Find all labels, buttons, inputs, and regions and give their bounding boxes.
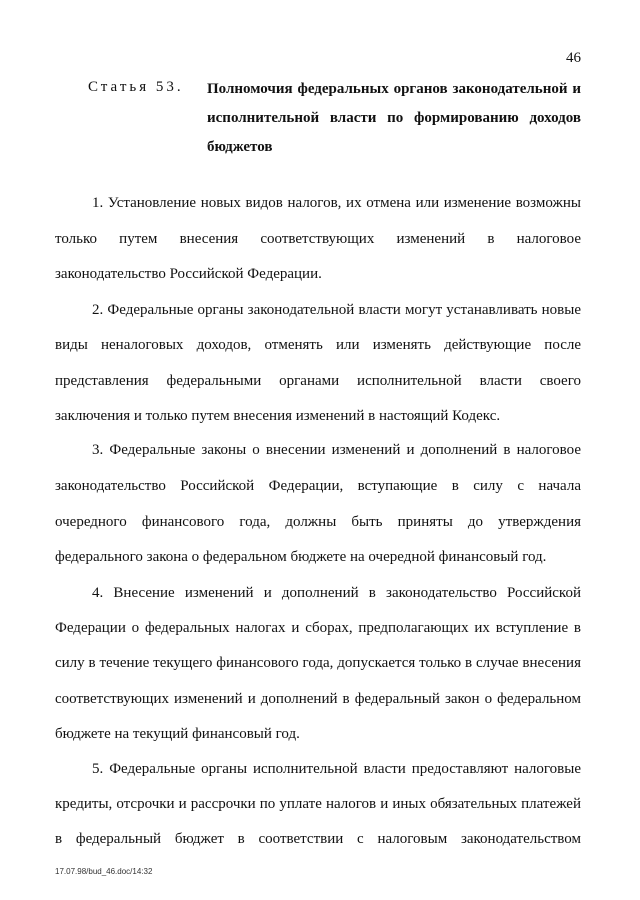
body-line: федерального закона о федеральном бюджете на очередной финансовый год. [55,549,547,565]
article-title-line: исполнительной власти по формированию доходов [207,110,581,126]
body-line: 4. Внесение изменений и дополнений в законодательство Российской [92,585,581,601]
body-line: заключения и только путем внесения изменений в настоящий Кодекс. [55,408,501,424]
article-title-line: Полномочия федеральных органов законодательной и [207,81,581,97]
body-line: законодательство Российской Федерации, вступающие в силу с начала [55,478,581,494]
body-line: 5. Федеральные органы исполнительной власти предоставляют налоговые [92,761,581,777]
body-line: законодательство Российской Федерации. [55,266,322,282]
footer: 17.07.98/bud_46.doc/14:32 [55,867,153,876]
body-line: 2. Федеральные органы законодательной власти могут устанавливать новые [92,302,581,318]
body-line: 3. Федеральные законы о внесении изменений и дополнений в налоговое [92,442,581,458]
body-line: представления федеральными органами исполнительной власти своего [55,373,581,389]
body-line: только путем внесения соответствующих изменений в налоговое [55,231,581,247]
article-label: Статья 53. [88,79,184,95]
body-line: в федеральный бюджет в соответствии с налоговым законодательством [55,831,581,847]
page-number: 46 [566,50,581,66]
body-line: соответствующих изменений и дополнений в федеральный закон о федеральном [55,691,581,707]
body-line: бюджете на текущий финансовый год. [55,726,300,742]
body-line: силу в течение текущего финансового года, допускается только в случае внесения [55,655,581,671]
article-title [207,75,581,162]
body-line: виды неналоговых доходов, отменять или изменять действующие после [55,337,581,353]
body-line: 1. Установление новых видов налогов, их отмена или изменение возможны [92,195,581,211]
body-line: Федерации о федеральных налогах и сборах, предполагающих их вступление в [55,620,581,636]
article-title-line: бюджетов [207,139,273,155]
body-line: кредиты, отсрочки и рассрочки по уплате налогов и иных обязательных платежей [55,796,581,812]
body-line: очередного финансового года, должны быть приняты до утверждения [55,514,581,530]
